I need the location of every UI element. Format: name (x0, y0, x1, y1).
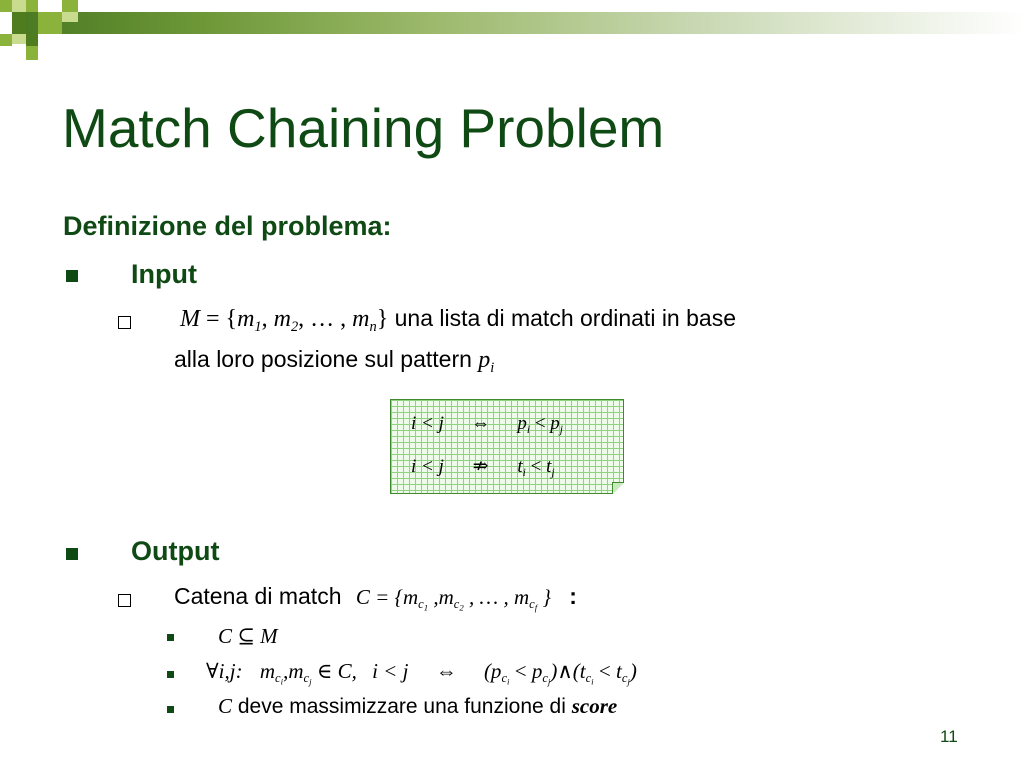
small-bullet-icon (167, 706, 174, 713)
decor-square (12, 12, 26, 34)
forall-line: ∀i,j: $m_{c_i},m_{c_j}$ ∈ C, i < j ⇔ ($p_{c_i}$ < $p_{c_j})\wedge(t_{c_i} < t_{c_j})$ (206, 659, 637, 688)
score-word: score (571, 694, 618, 718)
grid-note (390, 399, 624, 494)
small-bullet-icon (167, 671, 174, 678)
input-definition-line (180, 305, 736, 336)
decor-square (26, 0, 38, 12)
c-symbol: C (218, 694, 233, 718)
decor-square (26, 46, 38, 60)
note-folded-corner (612, 482, 624, 494)
decor-square (62, 0, 78, 12)
hollow-square-bullet-icon (118, 594, 131, 607)
slide-number: 11 (940, 727, 958, 746)
maximize-text: deve massimizzare una funzione di (237, 695, 566, 718)
input-description-1: una lista di match ordinati in base (394, 305, 736, 331)
small-bullet-icon (167, 634, 174, 641)
output-catena-line (174, 583, 577, 614)
decor-square (0, 34, 12, 46)
chain-expression: $C = \{m_{c_1}$ $,m_{c_2}$ , … , $m_{c_f}$ } (355, 585, 551, 614)
note-row-2: i < j ⇏ $t_i < t_j$ (411, 456, 555, 479)
colon: : (569, 583, 577, 609)
decor-square (38, 12, 62, 34)
output-label: Output (131, 536, 220, 566)
bullet-square-icon (66, 270, 78, 282)
catena-text: Catena di match (174, 583, 342, 609)
section-heading: Definizione del problema: (63, 211, 392, 241)
bullet-square-icon (66, 548, 78, 560)
header-gradient-bar (24, 12, 1024, 34)
subset-line: C ⊆ M (218, 624, 278, 648)
decor-square (12, 34, 26, 44)
decor-square (62, 12, 78, 22)
input-description-line2 (174, 346, 495, 377)
decor-square (26, 34, 38, 46)
input-label: Input (131, 259, 197, 289)
slide-title: Match Chaining Problem (62, 97, 665, 159)
hollow-square-bullet-icon (118, 316, 131, 329)
decor-square (12, 0, 26, 12)
maximize-line (218, 694, 617, 719)
pattern-symbol: $p_i$ (478, 347, 495, 377)
note-row-1: i < j ⇔ $p_i < p_j$ (411, 413, 563, 436)
decor-square (0, 0, 12, 12)
set-expression: $M = \{m_1$, $m_2$, … , $m_n$} (180, 306, 389, 336)
input-description-2: alla loro posizione sul pattern (174, 346, 472, 372)
